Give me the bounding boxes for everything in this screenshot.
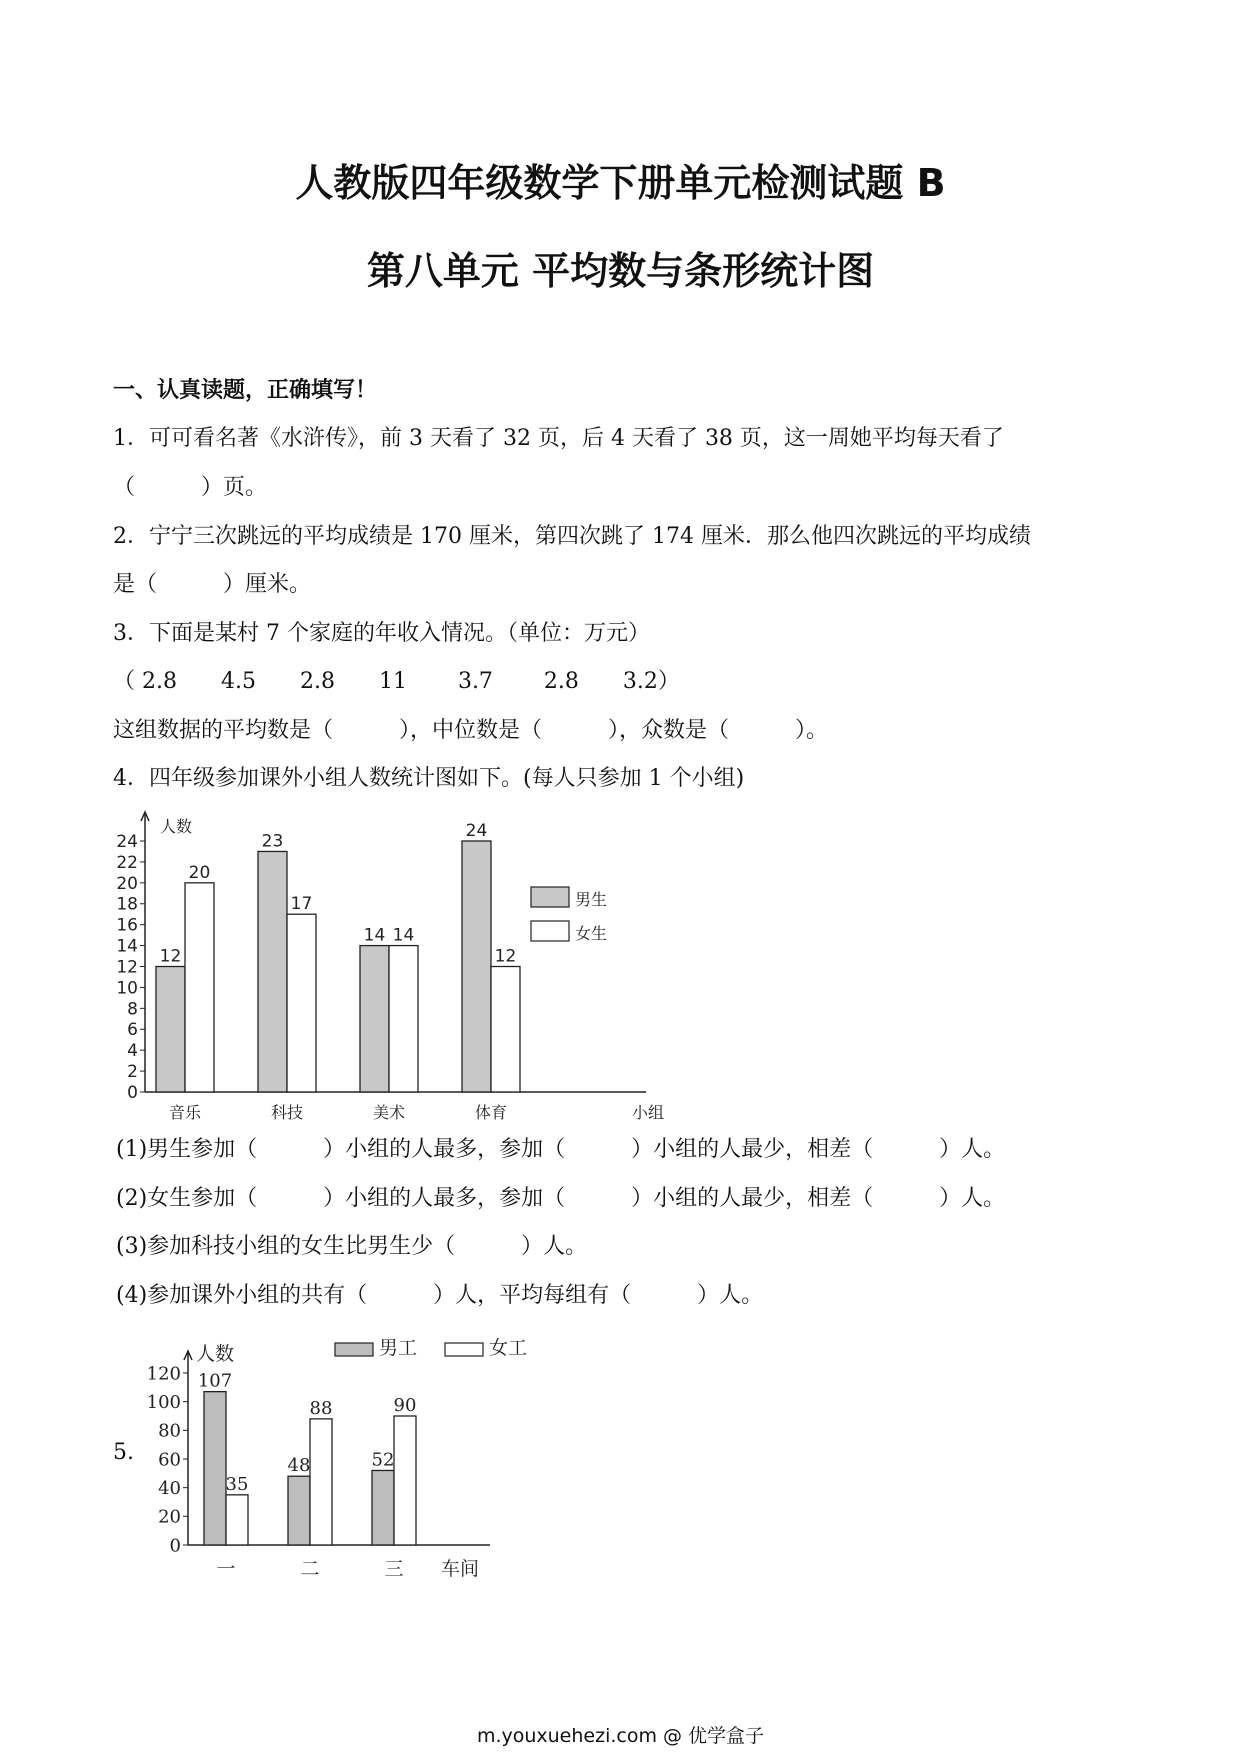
bar-series-2 bbox=[389, 946, 418, 1092]
y-tick-label: 18 bbox=[116, 894, 138, 915]
bar-value-label: 20 bbox=[188, 862, 211, 883]
y-tick-label: 100 bbox=[146, 1391, 181, 1413]
bar-value-label: 23 bbox=[261, 831, 284, 852]
y-tick-label: 0 bbox=[127, 1082, 138, 1103]
y-tick-label: 6 bbox=[127, 1020, 138, 1041]
y-tick-label: 14 bbox=[116, 936, 138, 957]
category-label: 音乐 bbox=[168, 1103, 202, 1120]
y-axis-title: 人数 bbox=[160, 817, 193, 836]
legend-swatch bbox=[445, 1343, 483, 1356]
page-subtitle: 第八单元 平均数与条形统计图 bbox=[366, 249, 875, 293]
bar-series-2 bbox=[491, 967, 520, 1093]
bar-series-2 bbox=[287, 914, 316, 1092]
y-tick-label: 120 bbox=[146, 1363, 181, 1385]
y-tick-label: 2 bbox=[127, 1062, 138, 1083]
legend-swatch bbox=[531, 921, 569, 941]
bar-series-2 bbox=[394, 1416, 416, 1545]
bar-value-label: 88 bbox=[309, 1397, 333, 1419]
question-2-line-1: 2．宁宁三次跳远的平均成绩是 170 厘米，第四次跳了 174 厘米．那么他四次跳远的平均成绩 bbox=[113, 524, 1031, 549]
bar-value-label: 14 bbox=[392, 925, 415, 946]
bar-series-1 bbox=[360, 946, 389, 1092]
bar-series-1 bbox=[462, 841, 491, 1092]
y-axis-title: 人数 bbox=[196, 1343, 235, 1365]
bar-series-1 bbox=[258, 851, 287, 1092]
legend-label: 女生 bbox=[575, 924, 608, 943]
bar-value-label: 24 bbox=[465, 821, 488, 841]
bar-series-2 bbox=[185, 883, 214, 1092]
x-axis-title: 车间 bbox=[440, 1558, 480, 1580]
category-label: 美术 bbox=[372, 1103, 406, 1120]
bar-series-2 bbox=[226, 1495, 248, 1545]
legend-swatch bbox=[335, 1343, 373, 1356]
category-label: 体育 bbox=[474, 1103, 508, 1120]
legend-label: 男生 bbox=[575, 890, 608, 909]
y-tick-label: 8 bbox=[127, 999, 138, 1020]
page-title: 人教版四年级数学下册单元检测试题 B bbox=[295, 161, 946, 205]
bar-value-label: 107 bbox=[197, 1370, 233, 1392]
y-tick-label: 40 bbox=[158, 1477, 181, 1499]
y-tick-label: 22 bbox=[116, 852, 138, 873]
category-label: 科技 bbox=[270, 1103, 304, 1120]
bar-series-1 bbox=[288, 1476, 310, 1545]
section-heading: 一、认真读题，正确填写！ bbox=[113, 378, 378, 403]
question-3-line-1: 3．下面是某村 7 个家庭的年收入情况。（单位：万元） bbox=[113, 621, 650, 646]
y-tick-label: 60 bbox=[158, 1449, 181, 1471]
question-4-sub-1: (1)男生参加（ ）小组的人最多，参加（ ）小组的人最少，相差（ ）人。 bbox=[116, 1137, 1006, 1162]
bar-value-label: 12 bbox=[159, 946, 182, 967]
x-axis-title: 小组 bbox=[631, 1103, 665, 1120]
legend-label: 男工 bbox=[379, 1337, 418, 1359]
y-tick-label: 10 bbox=[116, 978, 138, 999]
question-4-sub-4: (4)参加课外小组的共有（ ）人，平均每组有（ ）人。 bbox=[116, 1283, 764, 1308]
question-1-line-1: 1．可可看名著《水浒传》，前 3 天看了 32 页，后 4 天看了 38 页，这一周她平均每天看了 bbox=[113, 426, 1004, 451]
category-label: 二 bbox=[300, 1558, 320, 1580]
category-label: 三 bbox=[384, 1558, 404, 1580]
bar-series-1 bbox=[204, 1392, 226, 1545]
footer-watermark: m.youxuehezi.com @ 优学盒子 bbox=[476, 1725, 765, 1747]
bar-series-2 bbox=[310, 1419, 332, 1545]
question-2-line-2: 是（ ）厘米。 bbox=[113, 572, 312, 597]
question-3-data: （ 2.8 4.5 2.8 11 3.7 2.8 3.2） bbox=[113, 669, 680, 694]
bar-value-label: 90 bbox=[393, 1395, 417, 1416]
category-label: 一 bbox=[216, 1558, 236, 1580]
y-tick-label: 80 bbox=[158, 1420, 181, 1442]
y-tick-label: 0 bbox=[169, 1535, 181, 1557]
bar-series-1 bbox=[156, 967, 185, 1093]
bar-value-label: 48 bbox=[287, 1455, 311, 1477]
chart-workshop-workers bbox=[140, 1335, 560, 1585]
bar-value-label: 14 bbox=[363, 925, 386, 946]
y-tick-label: 12 bbox=[116, 957, 138, 978]
bar-value-label: 17 bbox=[290, 894, 313, 915]
y-tick-label: 16 bbox=[116, 915, 138, 936]
question-5-label: 5. bbox=[113, 1440, 134, 1465]
y-tick-label: 20 bbox=[158, 1506, 181, 1528]
legend-label: 女工 bbox=[489, 1337, 528, 1359]
bar-series-1 bbox=[372, 1470, 394, 1545]
chart-extracurricular-groups bbox=[100, 800, 720, 1120]
y-tick-label: 4 bbox=[127, 1041, 138, 1062]
question-1-line-2: （ ）页。 bbox=[113, 475, 268, 500]
question-3-line-3: 这组数据的平均数是（ ），中位数是（ ），众数是（ ）。 bbox=[113, 718, 829, 743]
legend-swatch bbox=[531, 887, 569, 907]
bar-value-label: 35 bbox=[225, 1473, 249, 1495]
question-4-sub-3: (3)参加科技小组的女生比男生少（ ）人。 bbox=[116, 1234, 588, 1259]
y-tick-label: 24 bbox=[116, 831, 138, 852]
question-4-line-1: 4．四年级参加课外小组人数统计图如下。(每人只参加 1 个小组) bbox=[113, 766, 745, 791]
bar-value-label: 52 bbox=[371, 1449, 395, 1471]
bar-value-label: 12 bbox=[494, 946, 517, 967]
y-tick-label: 20 bbox=[116, 873, 138, 894]
question-4-sub-2: (2)女生参加（ ）小组的人最多，参加（ ）小组的人最少，相差（ ）人。 bbox=[116, 1186, 1006, 1211]
